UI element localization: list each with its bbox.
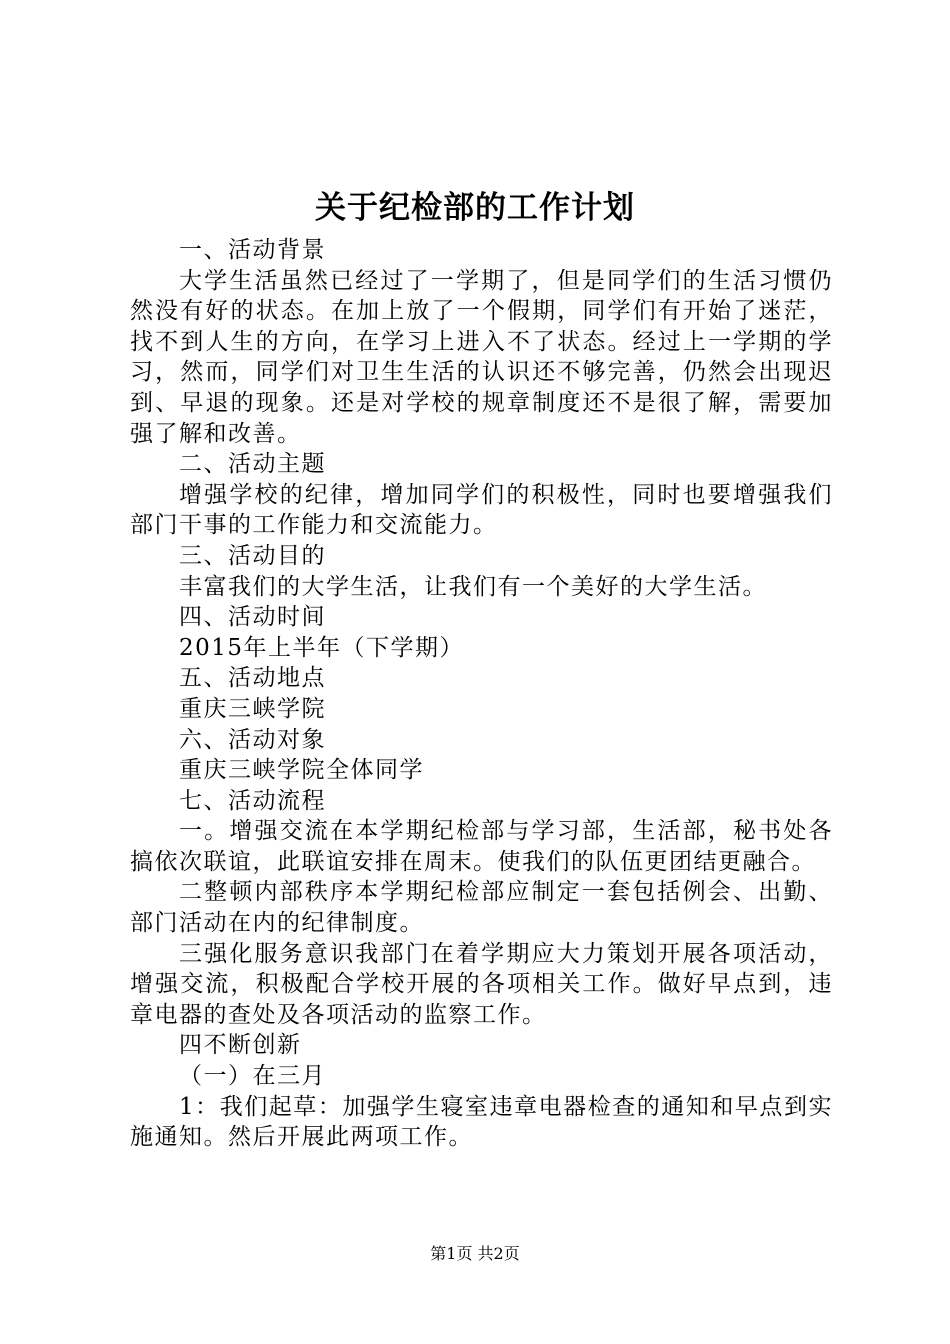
heading-theme: 二、活动主题 bbox=[179, 451, 326, 478]
page-footer: 第1页 共2页 bbox=[430, 1244, 520, 1263]
document-body bbox=[130, 235, 833, 1153]
paragraph-march-item-1: 1：我们起草：加强学生寝室违章电器检查的通知和早点到实施通知。然后开展此两项工作。 bbox=[130, 1093, 833, 1151]
paragraph-location: 重庆三峡学院 bbox=[179, 695, 326, 722]
paragraph-theme: 增强学校的纪律，增加同学们的积极性，同时也要增强我们部门干事的工作能力和交流能力。 bbox=[130, 481, 833, 539]
paragraph-process-1: 一。增强交流在本学期纪检部与学习部，生活部，秘书处各搞依次联谊，此联谊安排在周末。使我们的队伍更团结更融合。 bbox=[130, 818, 833, 875]
heading-background: 一、活动背景 bbox=[179, 237, 326, 263]
paragraph-purpose: 丰富我们的大学生活，让我们有一个美好的大学生活。 bbox=[179, 573, 767, 600]
paragraph-process-4: 四不断创新 bbox=[179, 1032, 302, 1059]
paragraph-background: 大学生活虽然已经过了一学期了，但是同学们的生活习惯仍然没有好的状态。在加上放了一个假期，同学们有开始了迷茫，找不到人生的方向，在学习上进入不了状态。经过上一学期的学习，然而，同学们对卫生生活的认识还不够完善，仍然会出现迟到、早退的现象。还是对学校的规章制度还不是很了解，需要加强了解和改善。 bbox=[130, 267, 833, 447]
paragraph-march: （一）在三月 bbox=[179, 1063, 326, 1090]
paragraph-audience: 重庆三峡学院全体同学 bbox=[179, 757, 424, 784]
heading-time: 四、活动时间 bbox=[179, 604, 326, 631]
paragraph-process-2: 二整顿内部秩序本学期纪检部应制定一套包括例会、出勤、部门活动在内的纪律制度。 bbox=[130, 879, 833, 937]
heading-process: 七、活动流程 bbox=[179, 787, 326, 814]
heading-purpose: 三、活动目的 bbox=[179, 542, 326, 569]
paragraph-time: 2015年上半年（下学期） bbox=[179, 634, 465, 661]
document-title: 关于纪检部的工作计划 bbox=[315, 190, 635, 226]
heading-location: 五、活动地点 bbox=[179, 665, 326, 692]
heading-audience: 六、活动对象 bbox=[179, 726, 326, 753]
paragraph-process-3: 三强化服务意识我部门在着学期应大力策划开展各项活动，增强交流，积极配合学校开展的各项相关工作。做好早点到，违章电器的查处及各项活动的监察工作。 bbox=[130, 940, 833, 1028]
